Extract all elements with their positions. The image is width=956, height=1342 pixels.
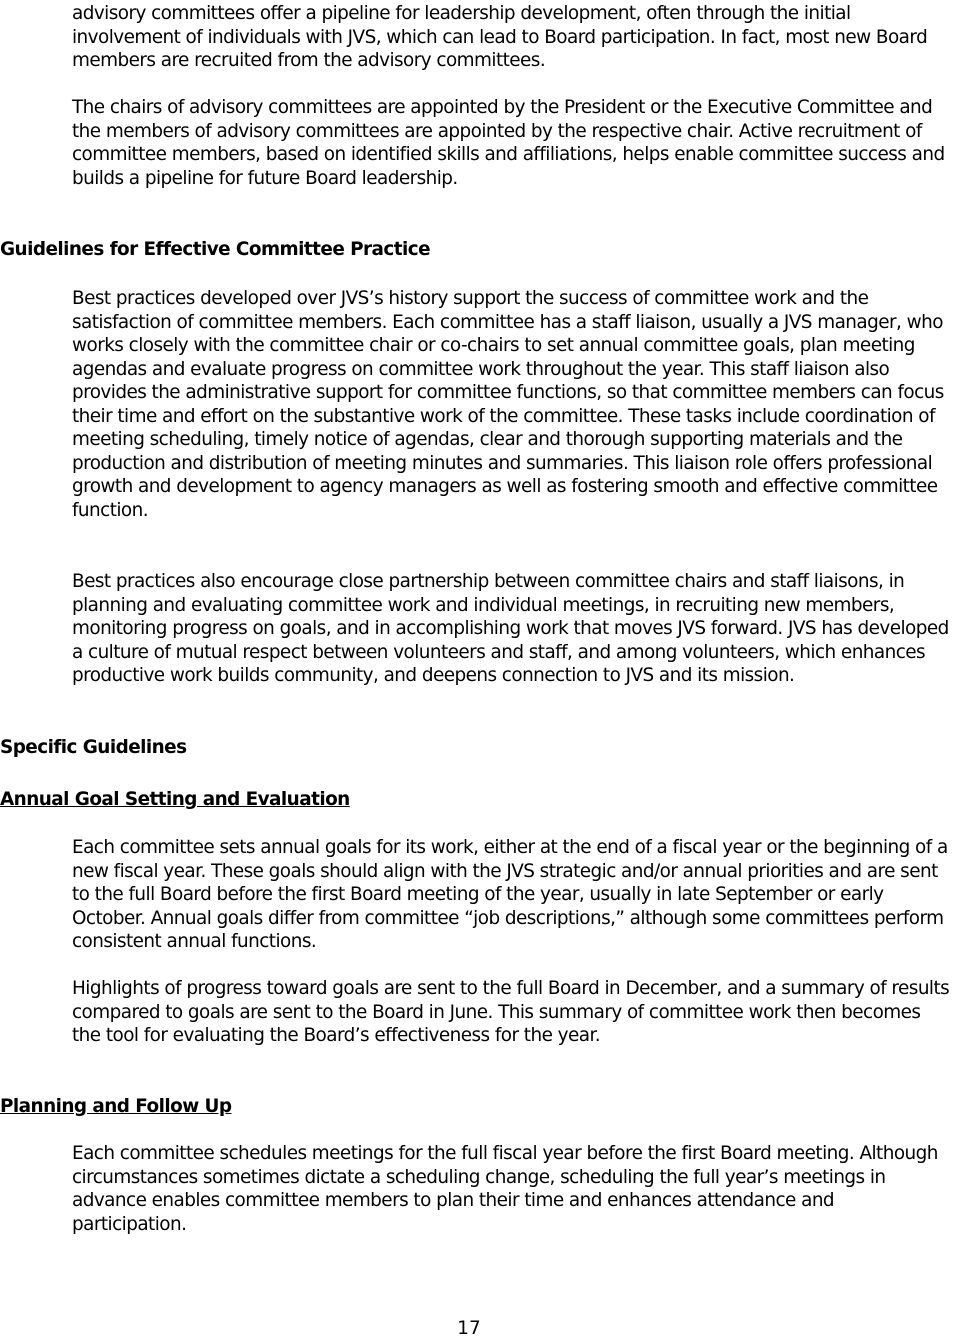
page-number: 17 — [457, 1318, 481, 1339]
paragraph-advisory-pipeline: advisory committees offer a pipeline for leadership development, often through the initial involvement of individuals with JVS, which can lead to Board participation. In fact, most new Board members are recruited from the advisory committees. — [72, 3, 928, 71]
paragraph-meeting-scheduling: Each committee schedules meetings for the full fiscal year before the first Board meeting. Although circumstances sometimes dictate a scheduling change, scheduling the full year’s meetings in advance enables committee members to plan their time and enhances attendance and participation. — [72, 1143, 938, 1235]
paragraph-best-practices: Best practices developed over JVS’s history support the success of committee work and the satisfaction of committee members. Each committee has a staff liaison, usually a JVS manager, who works closely with the committee chair or co-chairs to set annual committee goals, plan meeting agendas and evaluate progress on committee work throughout the year. This staff liaison also provides the administrative support for committee functions, so that committee members can focus their time and effort on the substantive work of the committee. These tasks include coordination of meeting scheduling, timely notice of agendas, clear and thorough supporting materials and the production and distribution of meeting minutes and summaries. This liaison role offers professional growth and development to agency managers as well as fostering smooth and effective committee function. — [72, 288, 944, 521]
heading-guidelines-effective-practice: Guidelines for Effective Committee Practice — [0, 239, 431, 260]
paragraph-partnership: Best practices also encourage close partnership between committee chairs and staff liaisons, in planning and evaluating committee work and individual meetings, in recruiting new members, monitoring progress on goals, and in accomplishing work that moves JVS forward. JVS has developed a culture of mutual respect between volunteers and staff, and among volunteers, which enhances productive work builds community, and deepens connection to JVS and its mission. — [72, 571, 949, 686]
subheading-planning-follow-up: Planning and Follow Up — [0, 1096, 232, 1117]
heading-specific-guidelines: Specific Guidelines — [0, 737, 187, 758]
paragraph-progress-highlights: Highlights of progress toward goals are sent to the full Board in December, and a summary of results compared to goals are sent to the Board in June. This summary of committee work then becomes the tool for evaluating the Board’s effectiveness for the year. — [72, 978, 950, 1046]
paragraph-annual-goals: Each committee sets annual goals for its work, either at the end of a fiscal year or the beginning of a new fiscal year. These goals should align with the JVS strategic and/or annual priorities and are sent to the full Board before the first Board meeting of the year, usually in late September or early October. Annual goals differ from committee “job descriptions,” although some committees perform consistent annual functions. — [72, 837, 948, 952]
paragraph-committee-chairs: The chairs of advisory committees are appointed by the President or the Executive Committee and the members of advisory committees are appointed by the respective chair. Active recruitment of committee members, based on identified skills and affiliations, helps enable committee success and builds a pipeline for future Board leadership. — [72, 97, 945, 189]
subheading-annual-goal-setting: Annual Goal Setting and Evaluation — [0, 789, 350, 810]
